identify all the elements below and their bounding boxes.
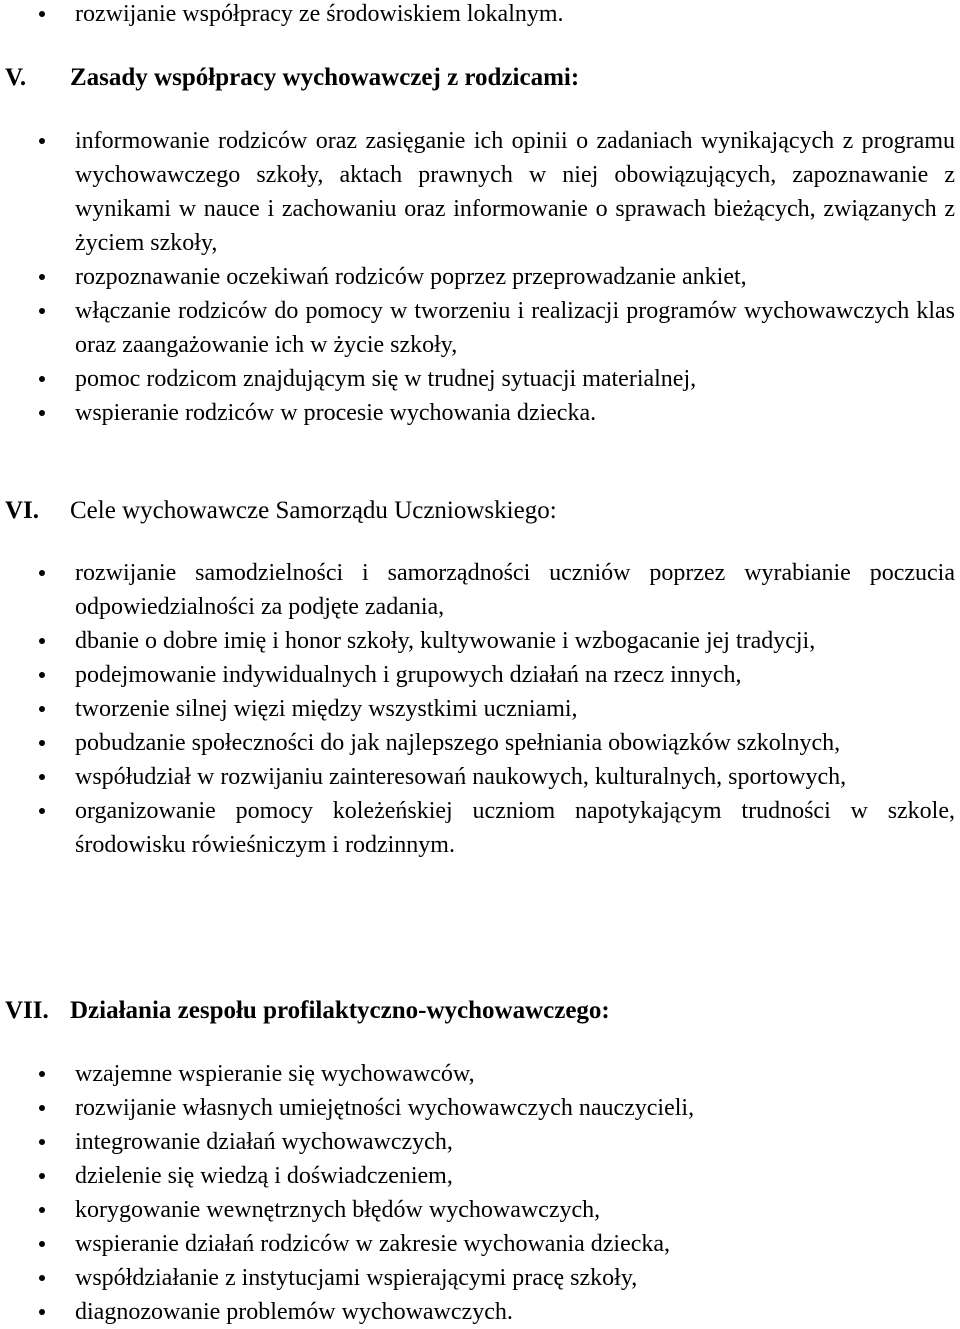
bullet-icon <box>39 376 45 382</box>
list-item-text: integrowanie działań wychowawczych, <box>75 1129 453 1155</box>
list-item <box>0 1159 960 1193</box>
list-item-text: rozwijanie współpracy ze środowiskiem lokalnym. <box>75 1 564 27</box>
bullet-icon <box>39 1207 45 1213</box>
list-item-text: dzielenie się wiedzą i doświadczeniem, <box>75 1163 453 1189</box>
bullet-icon <box>39 274 45 280</box>
section-number: VII. <box>5 997 49 1024</box>
list-item-text: korygowanie wewnętrznych błędów wychowawczych, <box>75 1197 601 1223</box>
bullet-icon <box>39 808 45 814</box>
list-item-text: wspieranie rodziców w procesie wychowania dziecka. <box>75 400 597 426</box>
bullet-icon <box>39 1241 45 1247</box>
list-item-text: diagnozowanie problemów wychowawczych. <box>75 1299 513 1325</box>
bullet-icon <box>39 1275 45 1281</box>
list-item <box>0 556 960 624</box>
bullet-icon <box>39 11 45 17</box>
list-item <box>0 294 960 362</box>
list-item <box>0 624 960 658</box>
bullet-icon <box>39 1173 45 1179</box>
list-item-text: informowanie rodziców oraz zasięganie ich opinii o zadaniach wynikających z programu wychowawczego szkoły, aktach prawnych w niej obowiązujących, zapoznawanie z wynikami w nauce i zachowaniu oraz informowanie o sprawach bieżących, związanych z życiem szkoły, <box>75 128 955 256</box>
list-item <box>0 692 960 726</box>
bullet-icon <box>39 570 45 576</box>
list-item-text: dbanie o dobre imię i honor szkoły, kultywowanie i wzbogacanie jej tradycji, <box>75 628 816 654</box>
list-item-text: wspieranie działań rodziców w zakresie wychowania dziecka, <box>75 1231 671 1257</box>
bullet-icon <box>39 1071 45 1077</box>
top-bullet-list <box>0 0 960 31</box>
list-item-text: rozwijanie samodzielności i samorządności uczniów poprzez wyrabianie poczucia odpowiedzialności za podjęte zadania, <box>75 560 955 620</box>
list-item <box>0 658 960 692</box>
list-item-text: pobudzanie społeczności do jak najlepszego spełniania obowiązków szkolnych, <box>75 730 841 756</box>
bullet-icon <box>39 740 45 746</box>
list-item <box>0 1091 960 1125</box>
list-item <box>0 0 960 31</box>
list-item-text: tworzenie silnej więzi między wszystkimi uczniami, <box>75 696 578 722</box>
section-vi-list <box>0 556 960 862</box>
list-item <box>0 726 960 760</box>
list-item <box>0 1125 960 1159</box>
list-item-text: wzajemne wspieranie się wychowawców, <box>75 1061 475 1087</box>
bullet-icon <box>39 138 45 144</box>
list-item-text: organizowanie pomocy koleżeńskiej uczniom napotykającym trudności w szkole, środowisku rówieśniczym i rodzinnym. <box>75 798 955 858</box>
bullet-icon <box>39 672 45 678</box>
section-title: Zasady współpracy wychowawczej z rodzicami: <box>70 64 580 91</box>
list-item-text: włączanie rodziców do pomocy w tworzeniu i realizacji programów wychowawczych klas oraz zaangażowanie ich w życie szkoły, <box>75 298 955 358</box>
section-number: VI. <box>5 497 40 524</box>
section-title: Działania zespołu profilaktyczno-wychowawczego: <box>70 997 610 1024</box>
list-item <box>0 260 960 294</box>
section-number: V. <box>5 64 27 91</box>
section-title: Cele wychowawcze Samorządu Uczniowskiego: <box>70 497 557 524</box>
list-item-text: współdziałanie z instytucjami wspierającymi pracę szkoły, <box>75 1265 638 1291</box>
list-item <box>0 794 960 862</box>
list-item-text: rozpoznawanie oczekiwań rodziców poprzez przeprowadzanie ankiet, <box>75 264 747 290</box>
list-item <box>0 1193 960 1227</box>
section-v-list <box>0 124 960 430</box>
bullet-icon <box>39 1309 45 1315</box>
list-item <box>0 760 960 794</box>
list-item-text: pomoc rodzicom znajdującym się w trudnej sytuacji materialnej, <box>75 366 697 392</box>
list-item <box>0 1295 960 1329</box>
section-vii-list <box>0 1057 960 1329</box>
list-item-text: podejmowanie indywidualnych i grupowych działań na rzecz innych, <box>75 662 742 688</box>
list-item <box>0 362 960 396</box>
list-item <box>0 124 960 260</box>
bullet-icon <box>39 638 45 644</box>
bullet-icon <box>39 410 45 416</box>
bullet-icon <box>39 1139 45 1145</box>
bullet-icon <box>39 1105 45 1111</box>
list-item <box>0 1057 960 1091</box>
bullet-icon <box>39 308 45 314</box>
bullet-icon <box>39 706 45 712</box>
bullet-icon <box>39 774 45 780</box>
list-item-text: rozwijanie własnych umiejętności wychowawczych nauczycieli, <box>75 1095 695 1121</box>
list-item <box>0 1261 960 1295</box>
list-item <box>0 1227 960 1261</box>
list-item-text: współudział w rozwijaniu zainteresowań naukowych, kulturalnych, sportowych, <box>75 764 847 790</box>
list-item <box>0 396 960 430</box>
